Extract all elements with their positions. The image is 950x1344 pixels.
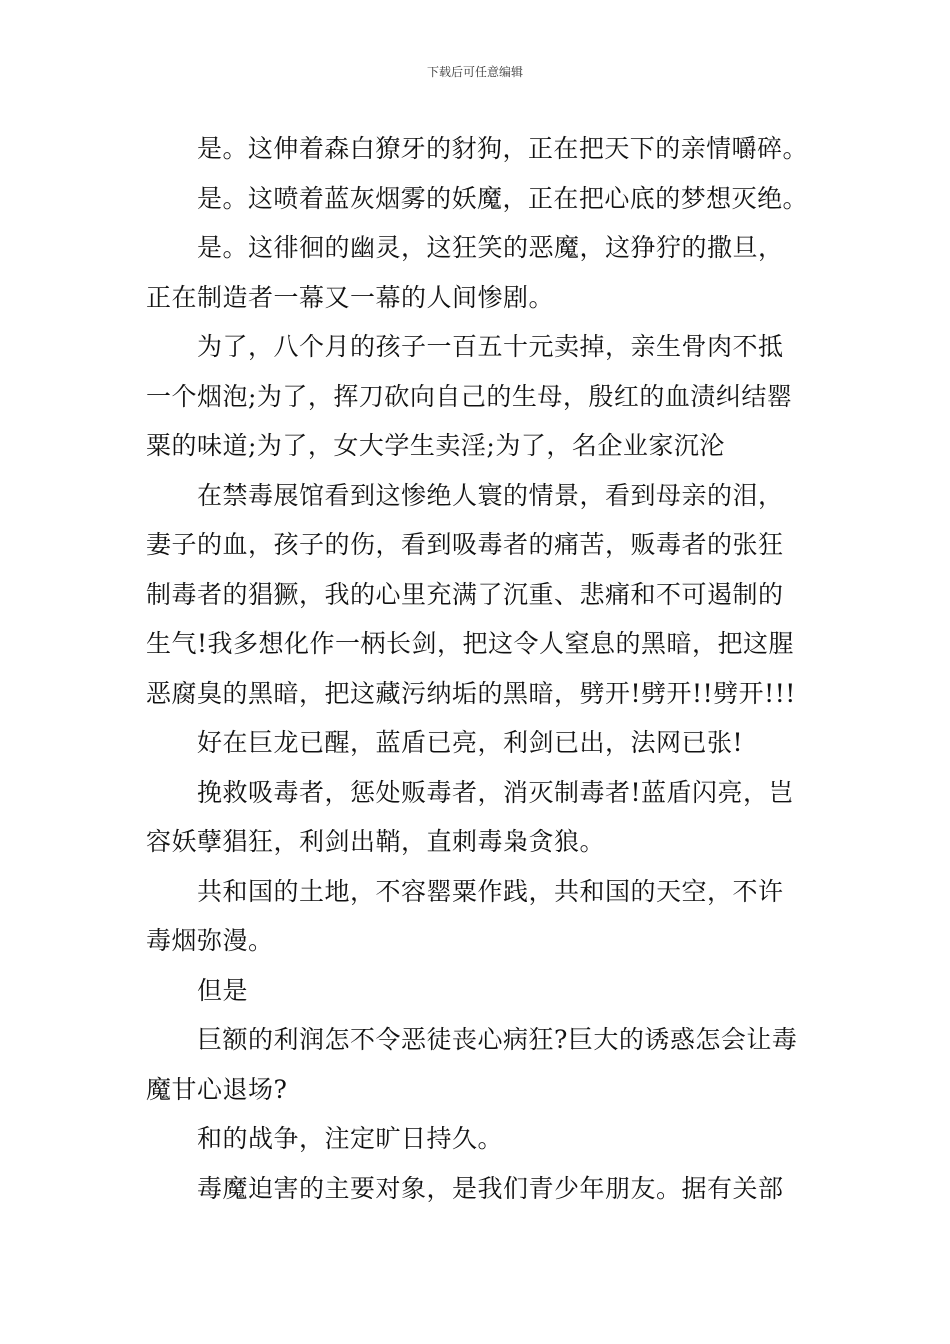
text-line: 恶腐臭的黑暗，把这藏污纳垢的黑暗，劈开!劈开!!劈开!!! — [146, 678, 796, 708]
text-line: 魔甘心退场? — [146, 1074, 288, 1104]
text-line: 正在制造者一幕又一幕的人间惨剧。 — [146, 282, 555, 312]
text-line: 共和国的土地，不容罂粟作践，共和国的天空，不许 — [197, 876, 784, 906]
text-line: 生气!我多想化作一柄长剑，把这令人窒息的黑暗，把这腥 — [146, 629, 795, 658]
text-line: 巨额的利润怎不令恶徒丧心病狂?巨大的诱惑怎会让毒 — [197, 1025, 798, 1054]
text-line: 挽救吸毒者，惩处贩毒者，消灭制毒者!蓝盾闪亮，岂 — [197, 777, 795, 807]
text-line: 毒魔迫害的主要对象，是我们青少年朋友。据有关部 — [197, 1173, 784, 1203]
document-body — [146, 124, 808, 1213]
text-line: 是。这徘徊的幽灵，这狂笑的恶魔，这狰狞的撒旦， — [197, 233, 784, 262]
text-line: 和的战争，注定旷日持久。 — [197, 1124, 504, 1153]
text-line: 为了，八个月的孩子一百五十元卖掉，亲生骨肉不抵 — [197, 332, 784, 361]
text-line: 粟的味道;为了，女大学生卖淫;为了，名企业家沉沦 — [146, 431, 725, 460]
text-line: 好在巨龙已醒，蓝盾已亮，利剑已出，法网已张! — [197, 728, 744, 757]
text-line: 一个烟泡;为了，挥刀砍向自己的生母，殷红的血渍纠结罂 — [146, 381, 793, 411]
text-line: 制毒者的猖獗，我的心里充满了沉重、悲痛和不可遏制的 — [146, 579, 784, 609]
text-line: 是。这喷着蓝灰烟雾的妖魔，正在把心底的梦想灭绝。 — [197, 183, 809, 213]
text-line: 但是 — [197, 975, 249, 1005]
text-line: 容妖孽猖狂，利剑出鞘，直刺毒枭贪狼。 — [146, 827, 606, 856]
text-line: 在禁毒展馆看到这惨绝人寰的情景，看到母亲的泪， — [197, 480, 784, 510]
text-line: 是。这伸着森白獠牙的豺狗，正在把天下的亲情嚼碎。 — [197, 134, 809, 163]
text-line: 毒烟弥漫。 — [146, 926, 274, 955]
page-header-note: 下载后可任意编辑 — [426, 65, 523, 79]
text-line: 妻子的血，孩子的伤，看到吸毒者的痛苦，贩毒者的张狂 — [146, 530, 784, 559]
